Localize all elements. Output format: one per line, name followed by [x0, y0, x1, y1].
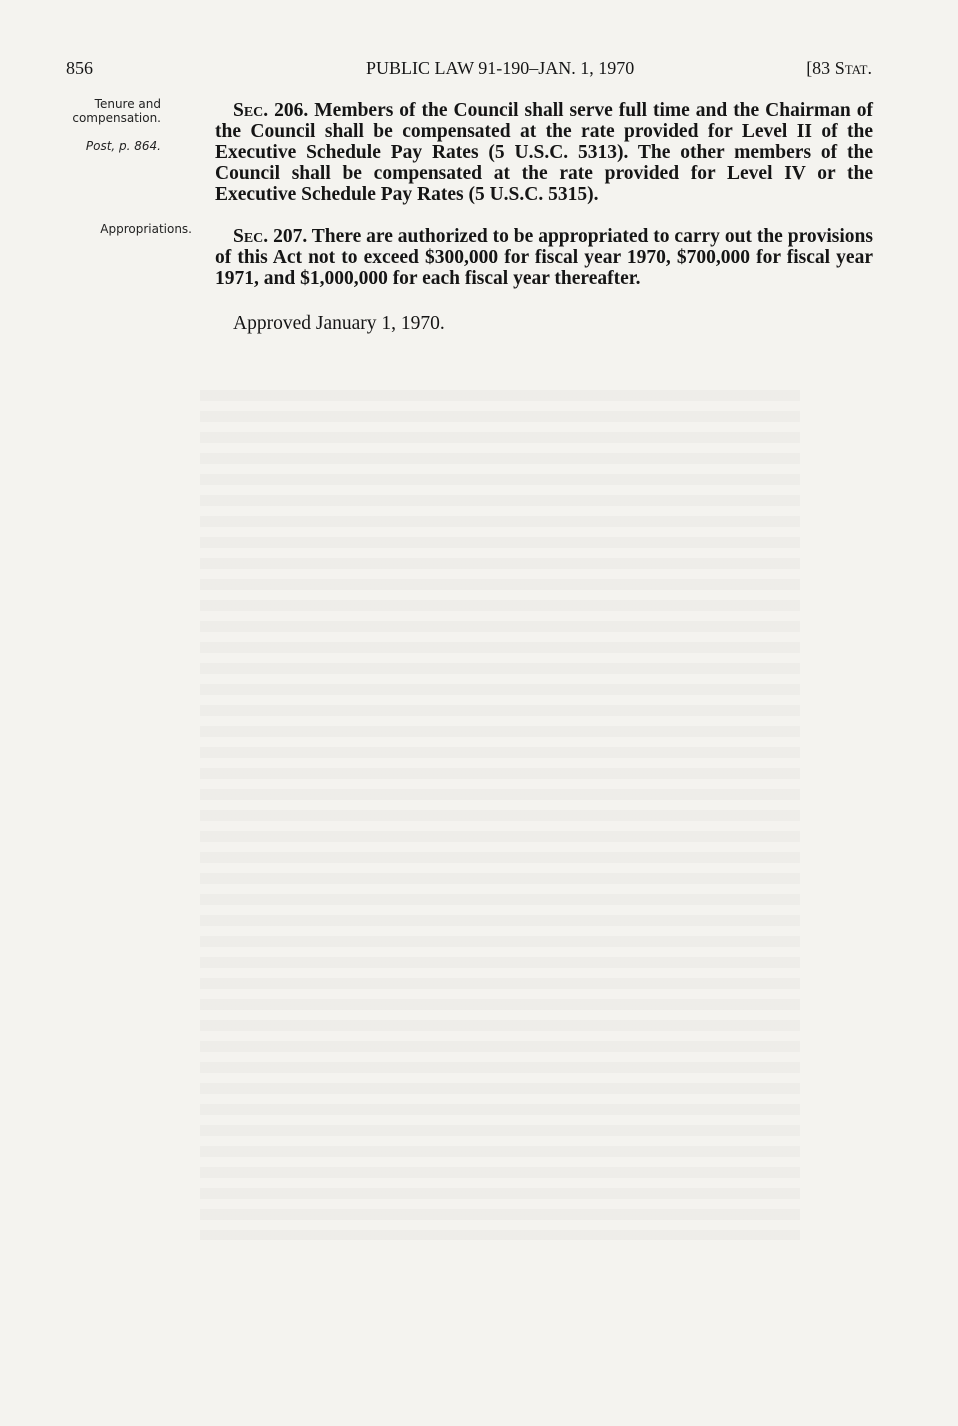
stat-label: Stat.	[834, 58, 872, 78]
section-207-text: There are authorized to be appropriated to carry out the provisions of this Act not to exceed $300,000 for fiscal year 1970, $700,000 for fiscal year 1971, and $1,000,000 for each fiscal year thereafter.	[215, 226, 873, 289]
section-207	[215, 226, 873, 289]
section-207-label: Sec. 207.	[233, 226, 308, 247]
page-number: 856	[66, 58, 93, 78]
margin-note-appropriations: Appropriations.	[100, 222, 192, 236]
stat-bracket: [83	[806, 58, 835, 78]
running-title: PUBLIC LAW 91-190–JAN. 1, 1970	[366, 58, 635, 78]
statute-reference	[806, 58, 872, 79]
reverse-side-show-through	[200, 390, 800, 1240]
page-header	[66, 50, 872, 82]
section-206-text: Members of the Council shall serve full time and the Chairman of the Council shall be compensated at the rate provided for Level II of the Executive Schedule Pay Rates (5 U.S.C. 5313). The other members of the Council shall be compensated at the rate provided for Level IV or the Executive Schedule Pay Rates (5 U.S.C. 5315).	[215, 100, 873, 205]
section-206	[215, 100, 873, 205]
section-206-label: Sec. 206.	[233, 100, 309, 121]
margin-note-post-reference: Post, p. 864.	[85, 139, 161, 153]
margin-note-tenure: Tenure and compensation.	[72, 97, 161, 125]
approval-date: Approved January 1, 1970.	[233, 313, 445, 334]
